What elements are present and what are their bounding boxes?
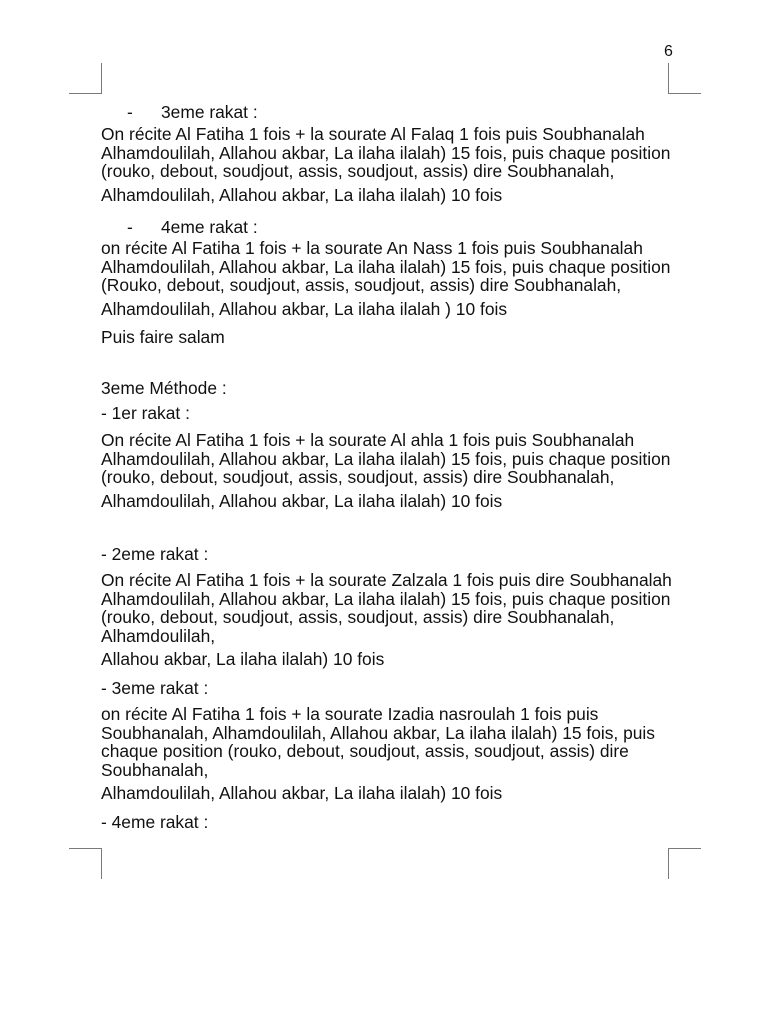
heading-2eme-rakat bbox=[101, 545, 765, 564]
crop-mark-bottom-right bbox=[668, 848, 701, 879]
text-line: on récite Al Fatiha 1 fois + la sourate Izadia nasroulah 1 fois puis bbox=[101, 704, 599, 724]
text-line: Soubhanalah, Alhamdoulilah, Allahou akbar, La ilaha ilalah) 15 fois, puis bbox=[101, 722, 655, 743]
text-line: Alhamdoulilah, Allahou akbar, La ilaha ilalah) 10 fois bbox=[101, 783, 503, 803]
text-line: chaque position (rouko, debout, soudjout, assis, soudjout, assis) dire bbox=[101, 741, 629, 761]
page-number: 6 bbox=[664, 43, 673, 60]
paragraph-2eme-rakat bbox=[101, 571, 765, 669]
crop-mark-top-left bbox=[69, 63, 102, 94]
text-line: - 3eme rakat : bbox=[101, 678, 209, 698]
crop-mark-bottom-left bbox=[69, 848, 102, 879]
text-line: - 2eme rakat : bbox=[101, 544, 209, 564]
text-line: Alhamdoulilah, Allahou akbar, La ilaha ilalah) 10 fois bbox=[101, 490, 503, 511]
text-line: Alhamdoulilah, Allahou akbar, La ilaha ilalah) 10 fois bbox=[101, 184, 503, 205]
salam-line bbox=[101, 328, 765, 347]
paragraph-3eme-rakat bbox=[101, 125, 765, 204]
text-line: Alhamdoulilah, Allahou akbar, La ilaha ilalah) 15 fois, puis chaque position bbox=[101, 142, 671, 163]
text-line: - 4eme rakat : bbox=[101, 812, 209, 832]
bullet-dash: - bbox=[127, 217, 133, 237]
heading-1er-rakat bbox=[101, 404, 765, 423]
text-line: - 1er rakat : bbox=[101, 403, 190, 423]
text-line: (rouko, debout, soudjout, assis, soudjout, assis) dire Soubhanalah, bbox=[101, 607, 615, 627]
text-line: On récite Al Fatiha 1 fois + la sourate Zalzala 1 fois puis dire Soubhanalah bbox=[101, 570, 672, 590]
text-line: On récite Al Fatiha 1 fois + la sourate Al ahla 1 fois puis Soubhanalah bbox=[101, 430, 635, 450]
text-line: Alhamdoulilah, Allahou akbar, La ilaha ilalah) 15 fois, puis chaque position bbox=[101, 588, 671, 609]
text-line: On récite Al Fatiha 1 fois + la sourate Al Falaq 1 fois puis Soubhanalah bbox=[101, 124, 645, 144]
text-line: (rouko, debout, soudjout, assis, soudjout, assis) dire Soubhanalah, bbox=[101, 161, 615, 181]
text-line: on récite Al Fatiha 1 fois + la sourate An Nass 1 fois puis Soubhanalah bbox=[101, 238, 643, 258]
paragraph-4eme-rakat bbox=[101, 239, 765, 318]
text-line: Soubhanalah, bbox=[101, 759, 209, 780]
text-line: Alhamdoulilah, Allahou akbar, La ilaha ilalah ) 10 fois bbox=[101, 298, 508, 319]
text-line: Alhamdoulilah, bbox=[101, 625, 216, 646]
text-line: Allahou akbar, La ilaha ilalah) 10 fois bbox=[101, 649, 385, 669]
text-line: Alhamdoulilah, Allahou akbar, La ilaha ilalah) 15 fois, puis chaque position bbox=[101, 448, 671, 469]
crop-mark-top-right bbox=[668, 63, 701, 94]
paragraph-3eme-rakat-method3 bbox=[101, 705, 765, 803]
bullet-heading-4eme-rakat bbox=[127, 218, 258, 237]
text-line: (rouko, debout, soudjout, assis, soudjout, assis) dire Soubhanalah, bbox=[101, 467, 615, 487]
text-line: Alhamdoulilah, Allahou akbar, La ilaha ilalah) 15 fois, puis chaque position bbox=[101, 256, 671, 277]
heading-3eme-rakat bbox=[101, 679, 765, 698]
bullet-heading-3eme-rakat bbox=[127, 103, 258, 122]
heading-text: 4eme rakat : bbox=[161, 217, 258, 237]
text-line: (Rouko, debout, soudjout, assis, soudjout, assis) dire Soubhanalah, bbox=[101, 275, 622, 295]
text-line: Puis faire salam bbox=[101, 327, 225, 347]
text-line: 3eme Méthode : bbox=[101, 378, 227, 398]
heading-4eme-rakat bbox=[101, 813, 765, 832]
bullet-dash: - bbox=[127, 102, 133, 122]
heading-text: 3eme rakat : bbox=[161, 102, 258, 122]
paragraph-1er-rakat bbox=[101, 431, 765, 510]
method-title bbox=[101, 379, 765, 398]
